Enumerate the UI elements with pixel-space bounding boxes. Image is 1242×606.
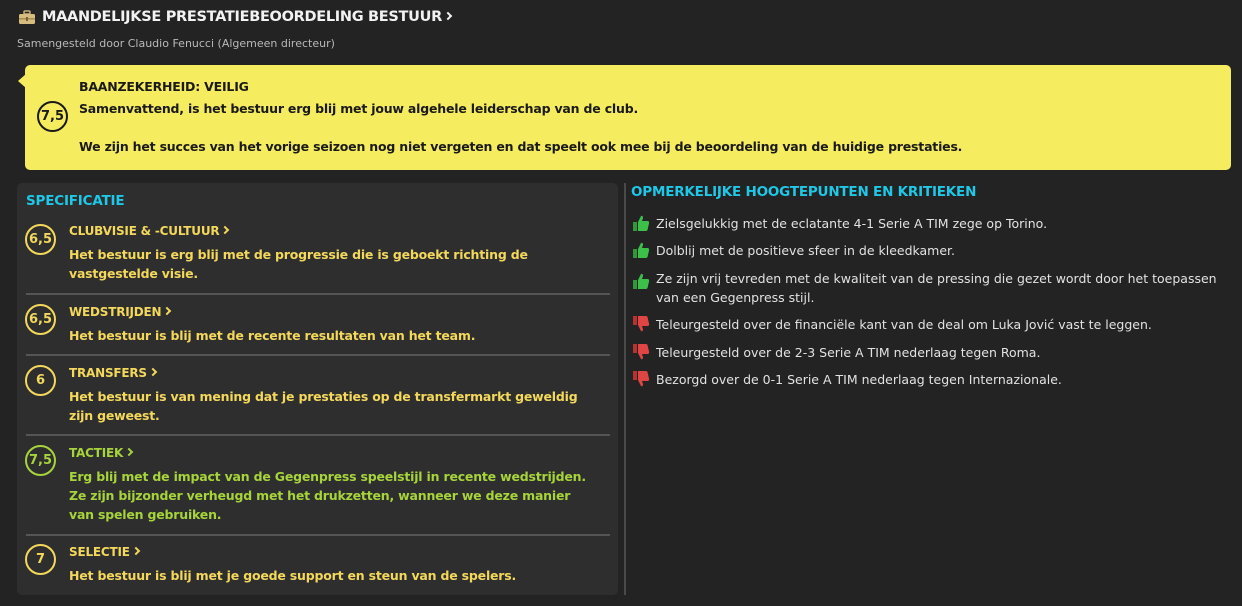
thumbs-up-icon xyxy=(632,272,650,290)
page-header xyxy=(18,9,451,25)
overall-score-badge: 7,5 xyxy=(37,101,68,132)
chevron-right-icon xyxy=(221,226,229,234)
chevron-right-icon xyxy=(132,547,140,555)
job-security-heading: BAANZEKERHEID: VEILIG xyxy=(79,79,249,94)
spec-description: Het bestuur is erg blij met de progressie die is geboekt richting de vastgestelde visie. xyxy=(69,247,528,281)
highlights-heading: OPMERKELIJKE HOOGTEPUNTEN EN KRITIEKEN xyxy=(631,184,977,200)
highlight-text: Teleurgesteld over de 2-3 Serie A TIM nederlaag tegen Roma. xyxy=(656,345,1041,360)
page-title[interactable]: MAANDELIJKSE PRESTATIEBEOORDELING BESTUUR xyxy=(42,9,451,25)
score-badge: 7,5 xyxy=(25,445,56,476)
job-security-banner xyxy=(25,65,1231,170)
panel-divider xyxy=(624,183,626,595)
divider xyxy=(26,293,610,295)
chevron-right-icon xyxy=(444,12,452,20)
thumbs-up-icon xyxy=(632,214,650,232)
thumbs-up-icon xyxy=(632,241,650,259)
spec-description: Het bestuur is blij met de recente resultaten van het team. xyxy=(69,328,476,343)
divider xyxy=(26,534,610,536)
summary-text-secondary: We zijn het succes van het vorige seizoen nog niet vergeten en dat speelt ook mee bij de beoordeling van de huidige prestaties. xyxy=(79,139,963,154)
thumbs-down-icon xyxy=(632,343,650,361)
highlight-text: Teleurgesteld over de financiële kant van de deal om Luka Jović vast te leggen. xyxy=(656,317,1152,332)
chevron-right-icon xyxy=(149,368,157,376)
specification-panel xyxy=(17,183,618,595)
spec-description: Het bestuur is blij met je goede support en steun van de spelers. xyxy=(69,568,517,583)
specification-heading: SPECIFICATIE xyxy=(26,193,125,209)
chevron-right-icon xyxy=(163,307,171,315)
score-badge: 7 xyxy=(25,544,56,575)
spec-title-link[interactable]: TRANSFERS xyxy=(69,366,156,380)
score-badge: 6 xyxy=(25,365,56,396)
briefcase-icon xyxy=(18,10,36,25)
highlight-text: Dolblij met de positieve sfeer in de kleedkamer. xyxy=(656,243,956,258)
spec-title-link[interactable]: CLUBVISIE & -CULTUUR xyxy=(69,224,228,238)
highlight-text: Zielsgelukkig met de eclatante 4-1 Serie A TIM zege op Torino. xyxy=(656,216,1048,231)
highlight-text: Ze zijn vrij tevreden met de kwaliteit van de pressing die gezet wordt door het toepassen van een Gegenpress stijl. xyxy=(656,271,1217,305)
divider xyxy=(26,434,610,436)
score-badge: 6,5 xyxy=(25,224,56,255)
chevron-right-icon xyxy=(125,448,133,456)
thumbs-down-icon xyxy=(632,315,650,333)
page-subtitle: Samengesteld door Claudio Fenucci (Algemeen directeur) xyxy=(17,37,335,50)
spec-description: Het bestuur is van mening dat je prestaties op de transfermarkt geweldig zijn geweest. xyxy=(69,389,578,423)
spec-title-link[interactable]: WEDSTRIJDEN xyxy=(69,305,170,319)
spec-title-link[interactable]: SELECTIE xyxy=(69,545,139,559)
divider xyxy=(26,354,610,356)
summary-text: Samenvattend, is het bestuur erg blij met jouw algehele leiderschap van de club. xyxy=(79,101,638,116)
spec-description: Erg blij met de impact van de Gegenpress speelstijl in recente wedstrijden. Ze zijn bijzonder verheugd met het drukzetten, wanneer we deze manier van spelen gebruiken. xyxy=(69,469,586,522)
highlight-text: Bezorgd over de 0-1 Serie A TIM nederlaag tegen Internazionale. xyxy=(656,372,1062,387)
thumbs-down-icon xyxy=(632,370,650,388)
spec-title-link[interactable]: TACTIEK xyxy=(69,446,132,460)
score-badge: 6,5 xyxy=(25,304,56,335)
